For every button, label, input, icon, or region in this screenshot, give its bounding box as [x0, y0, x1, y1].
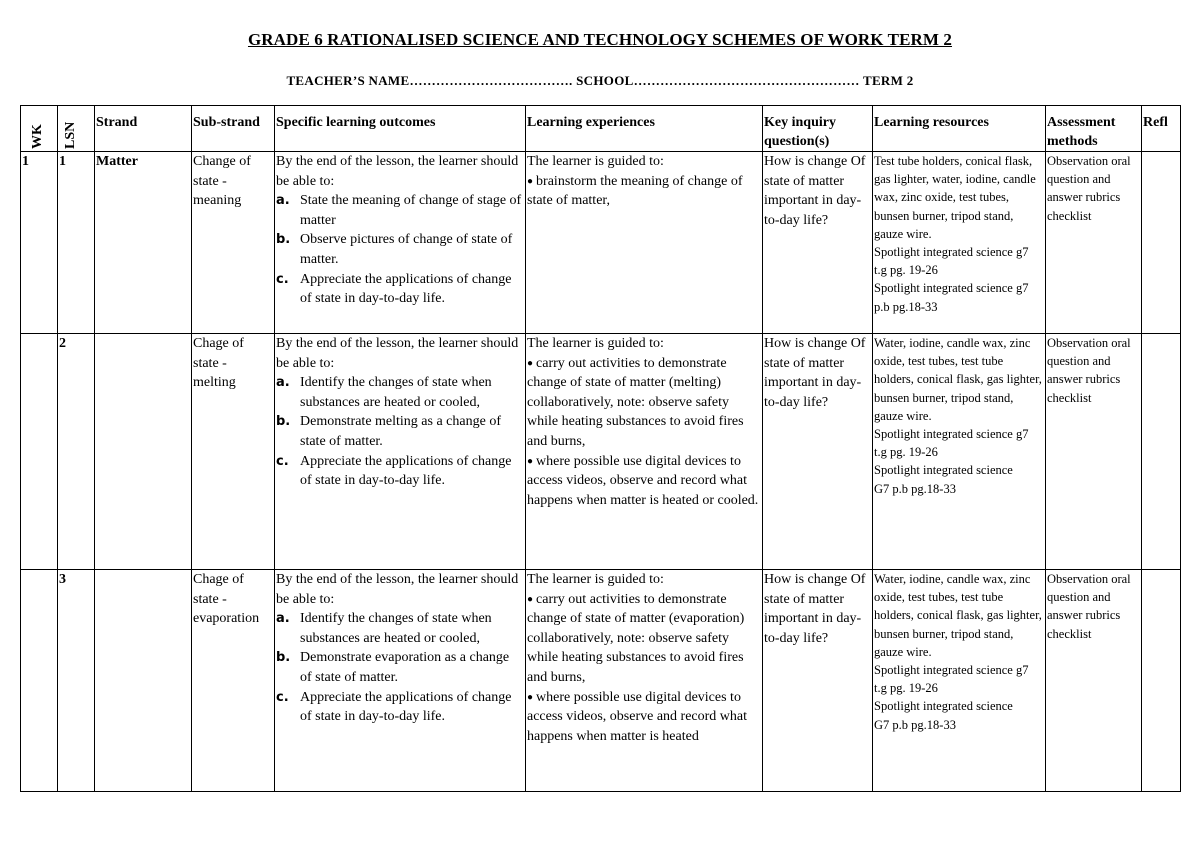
header-row: [21, 106, 1181, 152]
document-title: GRADE 6 RATIONALISED SCIENCE AND TECHNOLOGY SCHEMES OF WORK TERM 2: [247, 30, 953, 49]
list-item: [276, 270, 524, 309]
cell-lesson: 1: [58, 152, 95, 334]
outcomes-intro: By the end of the lesson, the learner should be able to:: [276, 572, 519, 607]
teacher-school-term-line: TEACHER’S NAME………………………………. SCHOOL…………………………………………… TERM 2: [286, 73, 914, 88]
resource-item: Spotlight integrated science g7 t.g pg. 19-26: [874, 245, 1029, 278]
outcome-text: Appreciate the applications of change of state in day-to-day life.: [300, 453, 512, 489]
header-assessment: Assessment methods: [1046, 106, 1142, 152]
table-row: [21, 334, 1181, 570]
cell-assessment: Observation oral question and answer rubrics checklist: [1046, 152, 1142, 334]
experience-item: ● carry out activities to demonstrate change of state of matter (melting) collaboratively, note: observe safety while heating substances to avoid fires and burns,: [527, 354, 761, 452]
header-reflection: Refl: [1142, 106, 1181, 152]
cell-reflection[interactable]: [1142, 334, 1181, 570]
cell-inquiry: How is change Of state of matter important in day-to-day life?: [763, 570, 873, 792]
header-inquiry: Key inquiry question(s): [763, 106, 873, 152]
outcomes-list: [276, 191, 524, 309]
outcomes-list: [276, 373, 524, 491]
table-row: [21, 570, 1181, 792]
cell-outcomes: [275, 334, 526, 570]
cell-reflection[interactable]: [1142, 570, 1181, 792]
outcome-text: Appreciate the applications of change of state in day-to-day life.: [300, 689, 512, 725]
list-item: [276, 452, 524, 491]
outcome-text: Appreciate the applications of change of state in day-to-day life.: [300, 271, 512, 307]
experiences-intro: The learner is guided to:: [527, 336, 664, 351]
experiences-intro: The learner is guided to:: [527, 572, 664, 587]
cell-resources: [873, 334, 1046, 570]
list-marker: c.: [276, 689, 289, 705]
cell-strand: [95, 570, 192, 792]
cell-substrand: Chage of state - evaporation: [192, 570, 275, 792]
list-marker: b.: [276, 650, 291, 666]
table-row: [21, 152, 1181, 334]
outcome-text: Demonstrate evaporation as a change of state of matter.: [300, 650, 510, 685]
cell-experiences: [526, 334, 763, 570]
cell-substrand: Chage of state - melting: [192, 334, 275, 570]
outcome-text: Demonstrate melting as a change of state of matter.: [300, 414, 501, 449]
resource-item: Water, iodine, candle wax, zinc oxide, test tubes, test tube holders, conical flask, gas lighter, bunsen burner, tripod stand, gauze wire.: [874, 572, 1042, 659]
resource-item: Water, iodine, candle wax, zinc oxide, test tubes, test tube holders, conical flask, gas lighter, bunsen burner, tripod stand, gauze wire.: [874, 336, 1042, 423]
resource-item: Spotlight integrated science g7 t.g pg. 19-26: [874, 427, 1029, 460]
list-item: [276, 230, 524, 269]
cell-strand: [95, 334, 192, 570]
header-outcomes: Specific learning outcomes: [275, 106, 526, 152]
list-marker: a.: [276, 611, 290, 627]
cell-inquiry: How is change Of state of matter important in day-to-day life?: [763, 334, 873, 570]
cell-assessment: Observation oral question and answer rubrics checklist: [1046, 334, 1142, 570]
outcomes-list: [276, 609, 524, 727]
list-item: [276, 648, 524, 687]
cell-assessment: Observation oral question and answer rubrics checklist: [1046, 570, 1142, 792]
experience-item: ● where possible use digital devices to access videos, observe and record what happens when matter is heated or cooled.: [527, 452, 761, 511]
list-marker: a.: [276, 375, 290, 391]
resource-item: Spotlight integrated science g7 t.g pg. 19-26: [874, 663, 1029, 696]
cell-resources: [873, 570, 1046, 792]
experience-item: ● brainstorm the meaning of change of state of matter,: [527, 172, 761, 211]
header-strand: Strand: [95, 106, 192, 152]
scheme-of-work-table: [20, 105, 1181, 792]
resource-item: Test tube holders, conical flask, gas lighter, water, iodine, candle wax, zinc oxide, test tubes, bunsen burner, tripod stand, gauze wire.: [874, 154, 1036, 241]
outcomes-intro: By the end of the lesson, the learner should be able to:: [276, 336, 519, 371]
cell-inquiry: How is change Of state of matter important in day-to-day life?: [763, 152, 873, 334]
outcome-text: Identify the changes of state when substances are heated or cooled,: [300, 375, 492, 410]
outcomes-intro: By the end of the lesson, the learner should be able to:: [276, 154, 519, 189]
header-week-rotated: [22, 113, 56, 151]
header-lesson: [58, 106, 95, 152]
header-resources: Learning resources: [873, 106, 1046, 152]
cell-outcomes: [275, 570, 526, 792]
cell-substrand: Change of state - meaning: [192, 152, 275, 334]
cell-week: 1: [21, 152, 58, 334]
outcome-text: State the meaning of change of stage of matter: [300, 193, 522, 228]
list-item: [276, 609, 524, 648]
list-marker: b.: [276, 232, 291, 248]
list-item: [276, 191, 524, 230]
experiences-intro: The learner is guided to:: [527, 154, 664, 169]
resource-item: G7 p.b pg.18-33: [874, 481, 956, 496]
outcome-text: Identify the changes of state when substances are heated or cooled,: [300, 611, 492, 646]
header-lesson-label: LSN: [63, 121, 78, 149]
cell-resources: [873, 152, 1046, 334]
cell-lesson: 2: [58, 334, 95, 570]
cell-lesson: 3: [58, 570, 95, 792]
cell-strand: Matter: [95, 152, 192, 334]
list-marker: c.: [276, 271, 289, 287]
header-week-label: WK: [30, 124, 45, 149]
cell-experiences: [526, 152, 763, 334]
experience-item: ● where possible use digital devices to access videos, observe and record what happens when matter is heated: [527, 688, 761, 747]
list-marker: c.: [276, 453, 289, 469]
outcome-text: Observe pictures of change of state of matter.: [300, 232, 513, 267]
resource-item: G7 p.b pg.18-33: [874, 717, 956, 732]
cell-experiences: [526, 570, 763, 792]
cell-week: [21, 334, 58, 570]
list-item: [276, 373, 524, 412]
list-marker: a.: [276, 193, 290, 209]
list-item: [276, 688, 524, 727]
list-marker: b.: [276, 414, 291, 430]
header-week: [21, 106, 58, 152]
experience-item: ● carry out activities to demonstrate change of state of matter (evaporation) collaboratively, note: observe safety while heating substances to avoid fires and burns,: [527, 590, 761, 688]
resource-item: Spotlight integrated science: [874, 699, 1013, 714]
header-experiences: Learning experiences: [526, 106, 763, 152]
cell-reflection[interactable]: [1142, 152, 1181, 334]
resource-item: Spotlight integrated science: [874, 463, 1013, 478]
list-item: [276, 412, 524, 451]
header-lesson-rotated: [59, 113, 93, 151]
cell-week: [21, 570, 58, 792]
resource-item: Spotlight integrated science g7 p.b pg.18-33: [874, 281, 1029, 314]
cell-outcomes: [275, 152, 526, 334]
header-substrand: Sub-strand: [192, 106, 275, 152]
